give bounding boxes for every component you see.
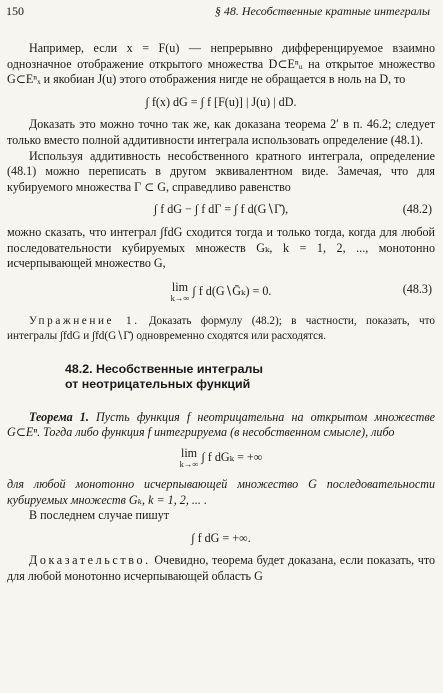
paragraph-4: можно сказать, что интеграл ∫fdG сходится тогда и только тогда, когда для любой последовательности кубируемых множеств Gₖ, k = 1, 2, ..., монотонно исчерпывающей множество G, [7,224,435,271]
limit-subscript: k→∞ [170,292,190,303]
equation-theorem-text: ∫ f dGₖ = +∞ [201,449,263,464]
equation-theorem [7,445,435,470]
theorem-tail [7,477,435,508]
paragraph-5: В последнем случае пишут [29,508,170,523]
equation-theorem-limit [179,445,199,470]
equation-48-3-number: (48.3) [402,281,432,296]
limit-subscript-2: k→∞ [179,458,199,469]
equation-5-text: ∫ f dG = +∞. [191,530,251,545]
proof-text: Очевидно, теорема будет доказана, если показать, что для любой монотонно исчерпывающей область G [7,553,435,583]
exercise-1 [7,314,435,344]
proof-label: Доказательство. [29,553,151,568]
theorem-1 [7,410,435,441]
exercise-label: Упражнение 1. [29,314,140,327]
equation-48-3-limit [170,279,190,304]
equation-1 [7,95,435,111]
page-number: 150 [6,4,24,18]
theorem-label: Теорема 1. [29,409,89,424]
section-title-line-1: 48.2. Несобственные интегралы [65,361,263,376]
equation-48-2-number: (48.2) [402,202,432,217]
section-title-line-2: от неотрицательных функций [65,377,251,392]
equation-48-3 [7,279,435,304]
equation-48-2-text: ∫ f dG − ∫ f dΓ = ∫ f d(G∖Γ̄), [153,202,289,217]
exercise-text: Доказать формулу (48.2); в частности, показать, что интегралы ∫fdG и ∫fd(G∖Γ̄) одновременно сходятся или расходятся. [7,314,435,342]
page-header [0,4,443,22]
equation-1-text: ∫ f(x) dG = ∫ f [F(u)] | J(u) | dD. [145,94,297,109]
section-heading [65,362,435,393]
paragraph-3: Используя аддитивность несобственного кратного интеграла, определение (48.1) можно перепиcать в другом эквивалентном виде. Замечая, что для кубируемого множества Γ ⊂ G, справедливо равенство [7,148,435,194]
proof [7,553,435,584]
equation-48-2 [7,202,435,218]
theorem-text: Пусть функция f неотрицательна на открытом множестве G⊂Eⁿ. Тогда либо функция f интегрируема (в несобственном смысле), либо [7,409,435,440]
running-title: § 48. Несобственные кратные интегралы [214,4,430,18]
equation-5 [7,531,435,547]
limit-word: lim [171,279,189,294]
theorem-tail-text: для любой монотонно исчерпывающей множество G последовательности кубируемых множеств Gₖ, k = 1, 2, ... . [7,476,435,507]
text-column [7,41,435,584]
paragraph-2: Доказать это можно точно так же, как доказана теорема 2′ в п. 46.2; следует только вместо полной аддитивности интеграла использовать определение (48.1). [7,117,435,147]
equation-48-3-text: ∫ f d(G∖Ḡₖ) = 0. [192,283,272,298]
limit-word-2: lim [180,445,198,460]
paragraph-1: Например, если x = F(u) — непрерывно дифференцируемое взаимно однозначное отображение открытого множества D⊂Eⁿᵤ на открытое множество G⊂Eⁿₓ и якобиан J(u) этого отображения нигде не обращается в ноль на D, то [7,41,435,87]
